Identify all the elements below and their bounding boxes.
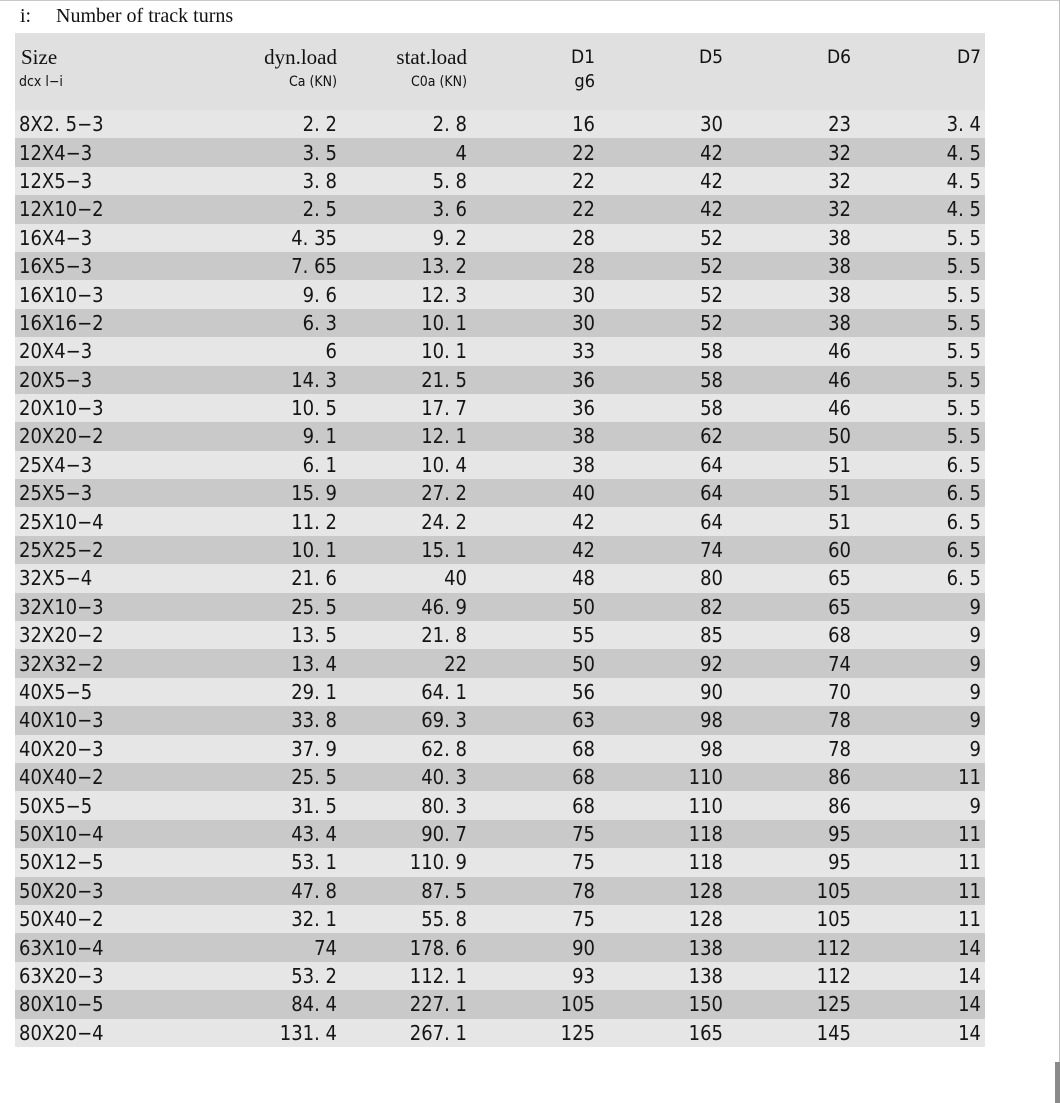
cell-stat-load: 24. 2	[341, 507, 471, 535]
cell-size: 50X12−5	[15, 848, 215, 876]
cell-d5: 150	[599, 990, 727, 1018]
cell-d7: 6. 5	[855, 451, 985, 479]
table-header-row	[15, 33, 985, 110]
cell-stat-load: 110. 9	[341, 848, 471, 876]
cell-d6: 105	[727, 877, 855, 905]
cell-d1: 125	[471, 1019, 599, 1047]
cell-d5: 90	[599, 678, 727, 706]
cell-d7: 6. 5	[855, 564, 985, 592]
cell-d5: 74	[599, 536, 727, 564]
cell-d1: 48	[471, 564, 599, 592]
cell-d7: 3. 4	[855, 110, 985, 138]
cell-dyn-load: 43. 4	[215, 820, 341, 848]
cell-d7: 14	[855, 933, 985, 961]
cell-d7: 11	[855, 848, 985, 876]
cell-d7: 6. 5	[855, 507, 985, 535]
cell-stat-load: 46. 9	[341, 593, 471, 621]
cell-dyn-load: 13. 5	[215, 621, 341, 649]
cell-d1: 42	[471, 536, 599, 564]
cell-stat-load: 10. 1	[341, 309, 471, 337]
cell-d5: 52	[599, 309, 727, 337]
cell-size: 32X20−2	[15, 621, 215, 649]
column-header-d7-title: D7	[956, 46, 981, 68]
cell-stat-load: 64. 1	[341, 678, 471, 706]
cell-d7: 11	[855, 763, 985, 791]
column-header-d7	[855, 33, 985, 110]
cell-dyn-load: 13. 4	[215, 649, 341, 677]
cell-stat-load: 87. 5	[341, 877, 471, 905]
cell-size: 8X2. 5−3	[15, 110, 215, 138]
cell-dyn-load: 10. 5	[215, 394, 341, 422]
cell-size: 50X40−2	[15, 905, 215, 933]
table-row	[15, 195, 985, 223]
cell-size: 80X20−4	[15, 1019, 215, 1047]
cell-stat-load: 21. 8	[341, 621, 471, 649]
cell-d5: 98	[599, 706, 727, 734]
cell-stat-load: 22	[341, 649, 471, 677]
cell-d6: 86	[727, 763, 855, 791]
cell-size: 25X25−2	[15, 536, 215, 564]
column-header-d1	[471, 33, 599, 110]
cell-d7: 9	[855, 649, 985, 677]
cell-dyn-load: 11. 2	[215, 507, 341, 535]
cell-size: 40X5−5	[15, 678, 215, 706]
cell-dyn-load: 6. 1	[215, 451, 341, 479]
cell-d6: 65	[727, 564, 855, 592]
cell-stat-load: 40	[341, 564, 471, 592]
cell-dyn-load: 25. 5	[215, 593, 341, 621]
cell-d7: 5. 5	[855, 309, 985, 337]
cell-size: 50X20−3	[15, 877, 215, 905]
column-header-size-subtitle: dcx l−i	[19, 74, 63, 90]
cell-size: 16X4−3	[15, 224, 215, 252]
cell-size: 12X4−3	[15, 138, 215, 166]
cell-d6: 32	[727, 195, 855, 223]
cell-dyn-load: 33. 8	[215, 706, 341, 734]
cell-d1: 75	[471, 848, 599, 876]
column-header-d5	[599, 33, 727, 110]
page-top-border	[0, 0, 1060, 1]
cell-d6: 38	[727, 252, 855, 280]
cell-size: 40X40−2	[15, 763, 215, 791]
cell-d6: 70	[727, 678, 855, 706]
cell-d7: 6. 5	[855, 536, 985, 564]
cell-size: 20X10−3	[15, 394, 215, 422]
table-row	[15, 735, 985, 763]
cell-dyn-load: 9. 6	[215, 280, 341, 308]
cell-d7: 11	[855, 905, 985, 933]
cell-d5: 118	[599, 820, 727, 848]
cell-dyn-load: 7. 65	[215, 252, 341, 280]
column-header-d6-title: D6	[826, 46, 851, 68]
cell-size: 12X10−2	[15, 195, 215, 223]
column-header-d1-subtitle: g6	[574, 71, 595, 92]
legend-text: Number of track turns	[56, 5, 234, 27]
table-row	[15, 848, 985, 876]
scrollbar-thumb[interactable]	[1055, 1062, 1060, 1103]
cell-dyn-load: 29. 1	[215, 678, 341, 706]
cell-d6: 51	[727, 507, 855, 535]
cell-d5: 52	[599, 280, 727, 308]
cell-size: 40X20−3	[15, 735, 215, 763]
column-header-d5-title: D5	[698, 46, 723, 68]
cell-stat-load: 13. 2	[341, 252, 471, 280]
cell-stat-load: 112. 1	[341, 962, 471, 990]
cell-d1: 36	[471, 366, 599, 394]
table-row	[15, 167, 985, 195]
cell-d5: 92	[599, 649, 727, 677]
cell-size: 25X4−3	[15, 451, 215, 479]
table-row	[15, 479, 985, 507]
cell-d5: 85	[599, 621, 727, 649]
table-row	[15, 110, 985, 138]
cell-d1: 55	[471, 621, 599, 649]
column-header-size	[15, 33, 215, 110]
cell-d1: 63	[471, 706, 599, 734]
table-row	[15, 422, 985, 450]
legend-key: i:	[20, 5, 32, 27]
table-row	[15, 138, 985, 166]
cell-stat-load: 178. 6	[341, 933, 471, 961]
table-row	[15, 593, 985, 621]
cell-stat-load: 27. 2	[341, 479, 471, 507]
cell-d6: 112	[727, 933, 855, 961]
cell-d6: 145	[727, 1019, 855, 1047]
column-header-dyn-load-subtitle: Ca (KN)	[288, 74, 337, 90]
column-header-d5-subtitle	[599, 68, 723, 73]
cell-d1: 42	[471, 507, 599, 535]
cell-d7: 5. 5	[855, 366, 985, 394]
cell-d1: 22	[471, 167, 599, 195]
cell-dyn-load: 131. 4	[215, 1019, 341, 1047]
cell-dyn-load: 6	[215, 337, 341, 365]
cell-d6: 38	[727, 280, 855, 308]
cell-d1: 56	[471, 678, 599, 706]
cell-d6: 50	[727, 422, 855, 450]
table-row	[15, 933, 985, 961]
cell-d5: 98	[599, 735, 727, 763]
cell-d5: 80	[599, 564, 727, 592]
cell-d5: 165	[599, 1019, 727, 1047]
cell-stat-load: 55. 8	[341, 905, 471, 933]
cell-d6: 125	[727, 990, 855, 1018]
table-row	[15, 1019, 985, 1047]
column-header-dyn-load-title: dyn.load	[264, 45, 337, 69]
cell-d7: 14	[855, 962, 985, 990]
cell-stat-load: 3. 6	[341, 195, 471, 223]
cell-d1: 28	[471, 224, 599, 252]
cell-d5: 58	[599, 394, 727, 422]
cell-d6: 78	[727, 706, 855, 734]
cell-d1: 16	[471, 110, 599, 138]
cell-d1: 30	[471, 309, 599, 337]
table-row	[15, 309, 985, 337]
cell-d5: 52	[599, 224, 727, 252]
table-row	[15, 337, 985, 365]
cell-d6: 105	[727, 905, 855, 933]
cell-size: 25X5−3	[15, 479, 215, 507]
cell-d1: 36	[471, 394, 599, 422]
cell-d6: 68	[727, 621, 855, 649]
legend-note	[20, 3, 233, 29]
column-header-d6	[727, 33, 855, 110]
cell-d6: 65	[727, 593, 855, 621]
cell-stat-load: 80. 3	[341, 791, 471, 819]
column-header-stat-load	[341, 33, 471, 110]
cell-size: 12X5−3	[15, 167, 215, 195]
cell-stat-load: 12. 3	[341, 280, 471, 308]
cell-d1: 33	[471, 337, 599, 365]
table-body	[15, 110, 985, 1047]
cell-size: 32X5−4	[15, 564, 215, 592]
cell-d1: 75	[471, 905, 599, 933]
cell-dyn-load: 14. 3	[215, 366, 341, 394]
cell-stat-load: 9. 2	[341, 224, 471, 252]
cell-d6: 38	[727, 309, 855, 337]
cell-dyn-load: 21. 6	[215, 564, 341, 592]
cell-size: 20X5−3	[15, 366, 215, 394]
cell-dyn-load: 74	[215, 933, 341, 961]
cell-d7: 9	[855, 678, 985, 706]
cell-d7: 6. 5	[855, 479, 985, 507]
cell-stat-load: 227. 1	[341, 990, 471, 1018]
table-row	[15, 224, 985, 252]
cell-d7: 5. 5	[855, 422, 985, 450]
cell-size: 32X10−3	[15, 593, 215, 621]
cell-dyn-load: 53. 1	[215, 848, 341, 876]
ball-screw-spec-table	[15, 33, 985, 1047]
cell-size: 16X16−2	[15, 309, 215, 337]
cell-d6: 86	[727, 791, 855, 819]
column-header-d7-subtitle	[855, 68, 981, 73]
cell-stat-load: 15. 1	[341, 536, 471, 564]
cell-d5: 42	[599, 167, 727, 195]
cell-dyn-load: 15. 9	[215, 479, 341, 507]
cell-d7: 5. 5	[855, 280, 985, 308]
cell-d1: 75	[471, 820, 599, 848]
cell-d7: 5. 5	[855, 394, 985, 422]
cell-d6: 46	[727, 394, 855, 422]
cell-dyn-load: 10. 1	[215, 536, 341, 564]
cell-dyn-load: 2. 5	[215, 195, 341, 223]
table-row	[15, 252, 985, 280]
cell-d1: 68	[471, 791, 599, 819]
cell-d1: 93	[471, 962, 599, 990]
cell-size: 63X10−4	[15, 933, 215, 961]
cell-dyn-load: 53. 2	[215, 962, 341, 990]
table-row	[15, 905, 985, 933]
table-row	[15, 280, 985, 308]
cell-d7: 9	[855, 791, 985, 819]
cell-d5: 128	[599, 905, 727, 933]
column-header-dyn-load	[215, 33, 341, 110]
cell-d1: 68	[471, 735, 599, 763]
cell-stat-load: 4	[341, 138, 471, 166]
cell-d6: 23	[727, 110, 855, 138]
cell-d7: 11	[855, 877, 985, 905]
cell-d7: 5. 5	[855, 252, 985, 280]
cell-d6: 95	[727, 820, 855, 848]
cell-d7: 9	[855, 735, 985, 763]
cell-size: 50X10−4	[15, 820, 215, 848]
column-header-d6-subtitle	[727, 68, 851, 73]
cell-d7: 4. 5	[855, 167, 985, 195]
cell-stat-load: 90. 7	[341, 820, 471, 848]
cell-size: 63X20−3	[15, 962, 215, 990]
table-row	[15, 507, 985, 535]
cell-d6: 112	[727, 962, 855, 990]
cell-d1: 30	[471, 280, 599, 308]
cell-d7: 4. 5	[855, 195, 985, 223]
cell-d6: 32	[727, 138, 855, 166]
table-row	[15, 678, 985, 706]
cell-stat-load: 17. 7	[341, 394, 471, 422]
cell-d1: 22	[471, 195, 599, 223]
column-header-size-title: Size	[21, 45, 58, 69]
cell-size: 16X5−3	[15, 252, 215, 280]
column-header-d1-title: D1	[570, 46, 595, 68]
cell-dyn-load: 47. 8	[215, 877, 341, 905]
cell-d6: 46	[727, 366, 855, 394]
cell-d6: 38	[727, 224, 855, 252]
cell-dyn-load: 6. 3	[215, 309, 341, 337]
cell-d5: 118	[599, 848, 727, 876]
cell-d1: 68	[471, 763, 599, 791]
cell-size: 25X10−4	[15, 507, 215, 535]
cell-dyn-load: 9. 1	[215, 422, 341, 450]
cell-dyn-load: 4. 35	[215, 224, 341, 252]
cell-d5: 138	[599, 933, 727, 961]
table-row	[15, 706, 985, 734]
cell-d1: 38	[471, 422, 599, 450]
cell-d5: 58	[599, 337, 727, 365]
table-row	[15, 621, 985, 649]
column-header-stat-load-subtitle: C0a (KN)	[410, 74, 467, 90]
cell-d7: 5. 5	[855, 337, 985, 365]
cell-size: 50X5−5	[15, 791, 215, 819]
cell-dyn-load: 25. 5	[215, 763, 341, 791]
cell-d7: 9	[855, 593, 985, 621]
cell-stat-load: 12. 1	[341, 422, 471, 450]
cell-stat-load: 40. 3	[341, 763, 471, 791]
cell-d6: 51	[727, 451, 855, 479]
cell-d6: 51	[727, 479, 855, 507]
cell-d5: 62	[599, 422, 727, 450]
cell-d7: 4. 5	[855, 138, 985, 166]
cell-d6: 46	[727, 337, 855, 365]
cell-d1: 28	[471, 252, 599, 280]
cell-d5: 58	[599, 366, 727, 394]
cell-dyn-load: 32. 1	[215, 905, 341, 933]
cell-d1: 105	[471, 990, 599, 1018]
cell-stat-load: 21. 5	[341, 366, 471, 394]
cell-stat-load: 2. 8	[341, 110, 471, 138]
cell-stat-load: 10. 1	[341, 337, 471, 365]
cell-dyn-load: 3. 5	[215, 138, 341, 166]
cell-d7: 9	[855, 706, 985, 734]
table-row	[15, 877, 985, 905]
cell-d7: 9	[855, 621, 985, 649]
table-row	[15, 791, 985, 819]
table-row	[15, 990, 985, 1018]
cell-d5: 64	[599, 479, 727, 507]
cell-d5: 64	[599, 507, 727, 535]
cell-d6: 78	[727, 735, 855, 763]
table-row	[15, 394, 985, 422]
cell-d5: 138	[599, 962, 727, 990]
cell-d5: 30	[599, 110, 727, 138]
cell-d6: 74	[727, 649, 855, 677]
cell-d5: 42	[599, 195, 727, 223]
cell-stat-load: 5. 8	[341, 167, 471, 195]
cell-d5: 52	[599, 252, 727, 280]
table-row	[15, 820, 985, 848]
table-row	[15, 536, 985, 564]
cell-d5: 128	[599, 877, 727, 905]
cell-d5: 42	[599, 138, 727, 166]
cell-d7: 11	[855, 820, 985, 848]
cell-d7: 14	[855, 1019, 985, 1047]
cell-d1: 90	[471, 933, 599, 961]
cell-d5: 64	[599, 451, 727, 479]
cell-d6: 60	[727, 536, 855, 564]
cell-dyn-load: 2. 2	[215, 110, 341, 138]
cell-stat-load: 69. 3	[341, 706, 471, 734]
cell-d1: 50	[471, 593, 599, 621]
cell-stat-load: 10. 4	[341, 451, 471, 479]
cell-size: 40X10−3	[15, 706, 215, 734]
cell-d5: 82	[599, 593, 727, 621]
cell-d7: 14	[855, 990, 985, 1018]
cell-size: 32X32−2	[15, 649, 215, 677]
cell-d1: 50	[471, 649, 599, 677]
table-row	[15, 451, 985, 479]
cell-dyn-load: 37. 9	[215, 735, 341, 763]
cell-size: 80X10−5	[15, 990, 215, 1018]
cell-d6: 32	[727, 167, 855, 195]
cell-dyn-load: 31. 5	[215, 791, 341, 819]
cell-d1: 38	[471, 451, 599, 479]
cell-d1: 78	[471, 877, 599, 905]
cell-size: 20X4−3	[15, 337, 215, 365]
cell-dyn-load: 84. 4	[215, 990, 341, 1018]
table-row	[15, 649, 985, 677]
cell-dyn-load: 3. 8	[215, 167, 341, 195]
table-row	[15, 763, 985, 791]
cell-d7: 5. 5	[855, 224, 985, 252]
cell-d6: 95	[727, 848, 855, 876]
table-row	[15, 564, 985, 592]
table-row	[15, 366, 985, 394]
cell-d1: 22	[471, 138, 599, 166]
cell-d5: 110	[599, 763, 727, 791]
table-row	[15, 962, 985, 990]
cell-d5: 110	[599, 791, 727, 819]
cell-stat-load: 267. 1	[341, 1019, 471, 1047]
cell-d1: 40	[471, 479, 599, 507]
cell-size: 20X20−2	[15, 422, 215, 450]
column-header-stat-load-title: stat.load	[396, 45, 467, 69]
cell-size: 16X10−3	[15, 280, 215, 308]
cell-stat-load: 62. 8	[341, 735, 471, 763]
